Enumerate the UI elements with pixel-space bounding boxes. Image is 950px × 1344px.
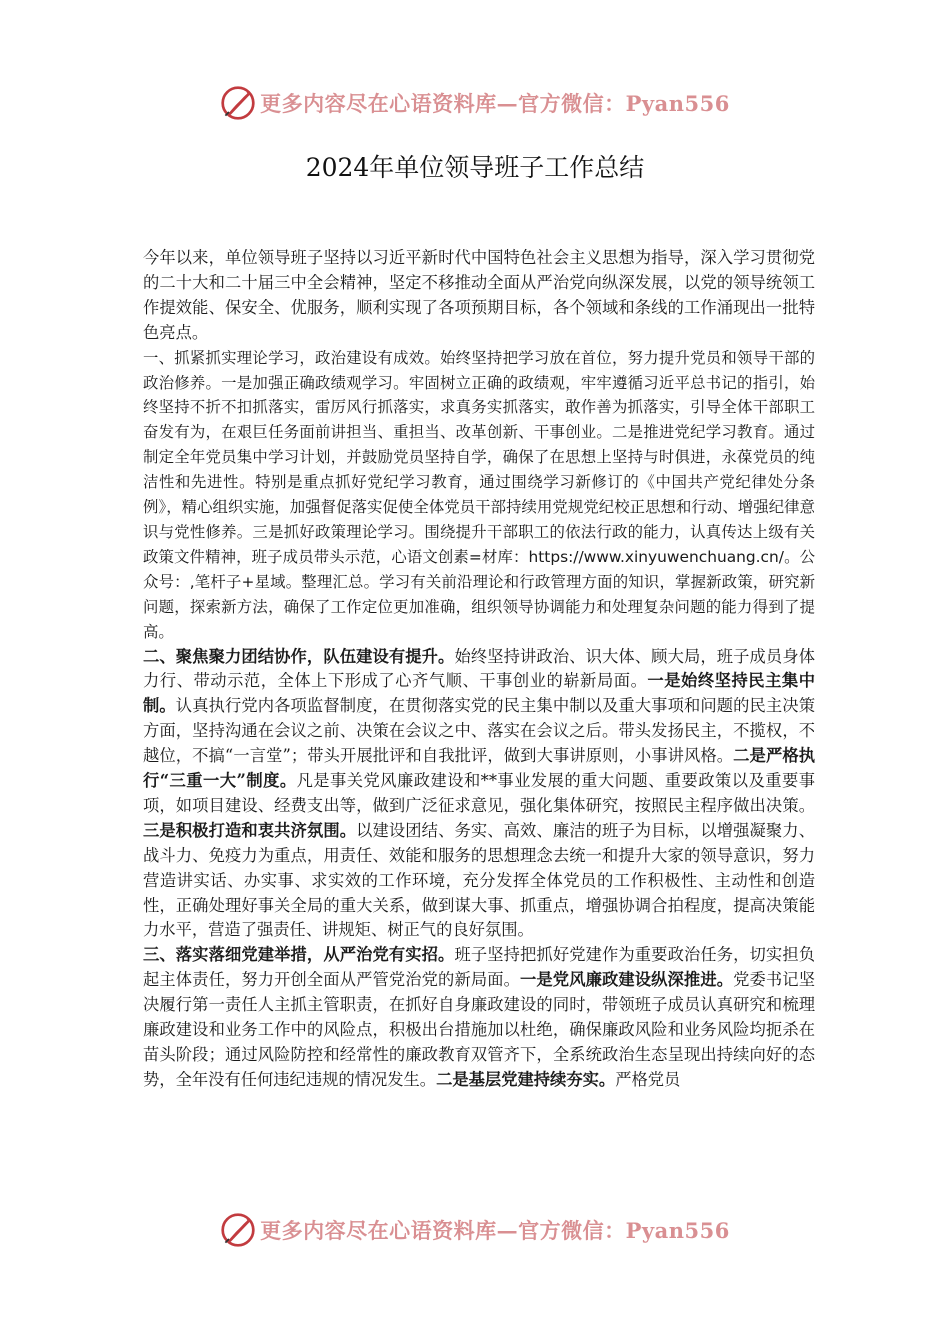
banner-text: 更多内容尽在心语资料库—官方微信：Pyan556 [260,91,730,116]
section-2-text: 始终坚持讲政治、识大体、顾大局，班子成员身体力行、带动示范，全体上下形成了心齐气顺、干事创业的崭新局面。 [143,646,815,691]
section-3-text: 班子坚持把抓好党建作为重要政治任务，切实担负起主体责任，努力开创全面从严管党治党的新局面。 [143,945,815,990]
section-2-text: 以建设团结、务实、高效、廉洁的班子为目标，以增强凝聚力、战斗力、免疫力为重点，用责任、效能和服务的思想理念去统一和提升大家的领导意识，努力营造讲实话、办实事、求实效的工作环境，充分发挥全体党员的工作积极性、主动性和创造性，正确处理好事关全局的重大关系，做到谋大事、抓重点，增强协调合拍程度，提高决策能力水平，营造了强责任、讲规矩、树正气的良好氛围。 [143,820,815,940]
section-3-text: 党委书记坚决履行第一责任人主抓主管职责，在抓好自身廉政建设的同时，带领班子成员认真研究和梳理廉政建设和业务工作中的风险点，积极出台措施加以杜绝，确保廉政风险和业务风险均扼杀在苗头阶段；通过风险防控和经常性的廉政教育双管齐下，全系统政治生态呈现出持续向好的态势，全年没有任何违纪违规的情况发生。 [143,970,815,1089]
section-2-paragraph [143,645,815,944]
section-2-heading: 二、聚焦聚力团结协作，队伍建设有提升。 [143,646,455,666]
section-3-point-1: 一是党风廉政建设纵深推进。 [520,970,734,990]
section-3-text: 严格党员 [615,1069,681,1089]
section-2-text: 认真执行党内各项监督制度，在贯彻落实党的民主集中制以及重大事项和问题的民主决策方面，坚持沟通在会议之前、决策在会议之中、落实在会议之后。带头发扬民主，不揽权，不越位，不搞“一言堂”；带头开展批评和自我批评，做到大事讲原则，小事讲风格。 [143,696,815,766]
section-2-point-1: 一是始终坚持民主集中制。 [143,671,815,716]
section-2-text: 凡是事关党风廉政建设和**事业发展的重大问题、重要政策以及重要事项，如项目建设、经费支出等，做到广泛征求意见，强化集体研究，按照民主程序做出决策。 [143,771,815,815]
quill-logo-icon [220,1212,256,1248]
section-2-point-2: 二是严格执行“三重一大”制度。 [143,746,815,791]
section-2-point-3: 三是积极打造和衷共济氛围。 [143,820,357,840]
header-banner [0,83,950,123]
banner-text: 更多内容尽在心语资料库—官方微信：Pyan556 [260,1218,730,1243]
section-3-point-2: 二是基层党建持续夯实。 [436,1069,616,1089]
section-3-paragraph [143,943,815,1092]
footer-banner [0,1210,950,1250]
intro-paragraph: 今年以来，单位领导班子坚持以习近平新时代中国特色社会主义思想为指导，深入学习贯彻党的二十大和二十届三中全会精神，坚定不移推动全面从严治党向纵深发展，以党的领导统领工作提效能、保安全、优服务，顺利实现了各项预期目标，各个领域和条线的工作涌现出一批特色亮点。 [143,248,815,342]
section-3-heading: 三、落实落细党建举措，从严治党有实招。 [143,945,455,965]
section-1-paragraph: 一、抓紧抓实理论学习，政治建设有成效。始终坚持把学习放在首位，努力提升党员和领导干部的政治修养。一是加强正确政绩观学习。牢固树立正确的政绩观，牢牢遵循习近平总书记的指引，始终坚持不折不扣抓落实，雷厉风行抓落实，求真务实抓落实，敢作善为抓落实，引导全体干部职工奋发有为，在艰巨任务面前讲担当、重担当、改革创新、干事创业。二是推进党纪学习教育。通过制定全年党员集中学习计划，并鼓励党员坚持自学，确保了在思想上坚持与时俱进，永葆党员的纯洁性和先进性。特别是重点抓好党纪学习教育，通过围绕学习新修订的《中国共产党纪律处分条例》，精心组织实施，加强督促落实促使全体党员干部持续用党规党纪校正思想和行动、增强纪律意识与党性修养。三是抓好政策理论学习。围绕提升干部职工的依法行政的能力，认真传达上级有关政策文件精神，班子成员带头示范，心语文创素=材库：https://www.xinyuwenchuang.cn/。公众号：,笔杆子+星域。整理汇总。学习有关前沿理论和行政管理方面的知识，掌握新政策，研究新问题，探索新方法，确保了工作定位更加准确，组织领导协调能力和处理复杂问题的能力得到了提高。 [143,348,815,641]
document-title: 2024年单位领导班子工作总结 [305,153,645,182]
document-body [143,246,815,1093]
quill-logo-icon [220,85,256,121]
